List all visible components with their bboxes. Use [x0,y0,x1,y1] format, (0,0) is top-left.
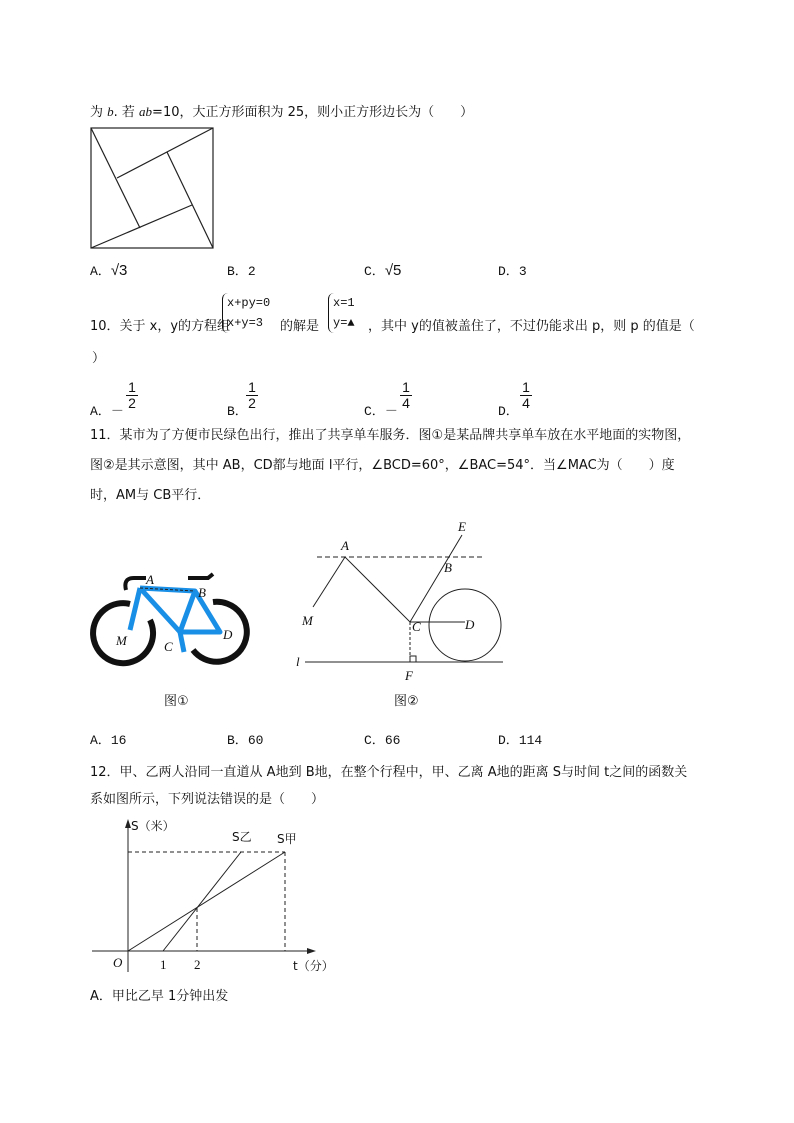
graph-tick-2: 2 [194,957,201,972]
graph-y-axis-label: S（米） [131,819,175,833]
option-label: C． [364,404,385,419]
equation: x+y=3 [227,316,264,330]
q10-equation-system [222,293,270,333]
option-value: √3 [110,262,128,279]
graph-origin-label: O [113,955,123,970]
q10-suffix: ，其中 y的值被盖住了，不过仍能求出 p，则 p 的值是（ [368,319,695,334]
option-value: √5 [384,262,402,279]
q10-option-c-fraction [400,380,412,411]
equation: y=▲ [333,316,355,330]
option-label: C． [364,264,385,279]
option-value: 60 [247,733,264,748]
fig2-label-f: F [405,668,413,683]
fig1-label-c: C [164,639,173,654]
option-label: A． [90,404,111,419]
numerator: 1 [248,379,256,395]
q12-option-a[interactable]: A．甲比乙早 1分钟出发 [90,989,229,1004]
option-label: A． [90,733,111,748]
option-value: 16 [110,733,127,748]
q10-close-paren: ） [92,351,106,366]
var-b: b [107,104,114,119]
option-label: B． [227,264,248,279]
fig1-label-a: A [146,572,154,587]
option-label: A． [90,264,111,279]
option-value: 2 [247,264,256,279]
fig1-label-b: B [198,585,206,600]
q10-option-c[interactable] [364,400,398,419]
q9-option-a[interactable] [90,260,127,279]
fig2-label-m: M [302,613,313,628]
denominator: 4 [400,395,412,411]
fig1-label-d: D [223,627,233,642]
q9-text [90,104,473,121]
fig1-label-m: M [116,633,127,648]
q10-option-a[interactable] [90,400,124,419]
q11-line-3: 时，AM与 CB平行． [90,488,211,503]
numerator: 1 [402,379,410,395]
numerator: 1 [522,379,530,395]
option-label: B． [227,733,248,748]
option-label: B． [227,404,248,419]
fig1-caption: 图① [164,694,189,709]
denominator: 2 [126,395,138,411]
q11-option-a[interactable] [90,729,126,748]
fig2-label-c: C [412,619,421,634]
graph-tick-1: 1 [160,957,167,972]
denominator: 2 [246,395,258,411]
q9-option-c[interactable] [364,260,401,279]
q10-solution-system [328,293,355,333]
sign: － [384,404,398,419]
denominator: 4 [520,395,532,411]
q10-middle: 的解是 [280,319,320,334]
text: 为 [90,105,108,120]
option-value: 3 [518,264,527,279]
q10-option-d[interactable] [498,400,519,419]
sign: － [110,404,124,419]
q10-prefix: 10．关于 x，y的方程组 [90,319,231,334]
q10-option-b[interactable] [227,400,248,419]
option-value: 66 [384,733,401,748]
option-label: D． [498,264,519,279]
q11-line-1: 11．某市为了方便市民绿色出行，推出了共享单车服务．图①是某品牌共享单车放在水平地面的实物图， [90,428,691,443]
option-label: D． [498,733,519,748]
q10-option-d-fraction [520,380,532,411]
q9-option-d[interactable] [498,260,527,279]
option-label: D． [498,404,519,419]
var-ab: ab [139,104,153,119]
q10-option-a-fraction [126,380,138,411]
fig2-label-d: D [465,617,475,632]
graph-series-yi-label: S乙 [232,830,252,844]
text: =10，大正方形面积为 25，则小正方形边长为（ ） [152,105,474,120]
text: . 若 [113,105,140,120]
option-label: C． [364,733,385,748]
numerator: 1 [128,379,136,395]
graph-x-axis-label: t（分） [293,959,334,973]
q12-line-2: 系如图所示，下列说法错误的是（ ） [90,792,325,807]
q10-option-b-fraction [246,380,258,411]
fig2-label-l: l [296,654,300,669]
fig2-caption: 图② [394,694,419,709]
fig2-label-a: A [341,538,349,553]
equation: x=1 [333,296,355,310]
fig2-label-e: E [458,519,466,534]
s-jia-line [128,852,285,951]
q11-option-c[interactable] [364,729,400,748]
q12-line-1: 12．甲、乙两人沿同一直道从 A地到 B地，在整个行程中，甲、乙离 A地的距离 S与时间 t之间的函数关 [90,765,688,780]
q11-option-b[interactable] [227,729,263,748]
equation: x+py=0 [227,296,271,310]
option-value: 114 [518,733,543,748]
s-yi-line [163,852,241,951]
q11-line-2: 图②是其示意图，其中 AB，CD都与地面 l平行，∠BCD=60°，∠BAC=54°．当∠MAC为（ ）度 [90,458,675,473]
q9-option-b[interactable] [227,260,256,279]
graph-series-jia-label: S甲 [277,832,297,846]
q11-option-d[interactable] [498,729,542,748]
fig2-label-b: B [444,560,452,575]
